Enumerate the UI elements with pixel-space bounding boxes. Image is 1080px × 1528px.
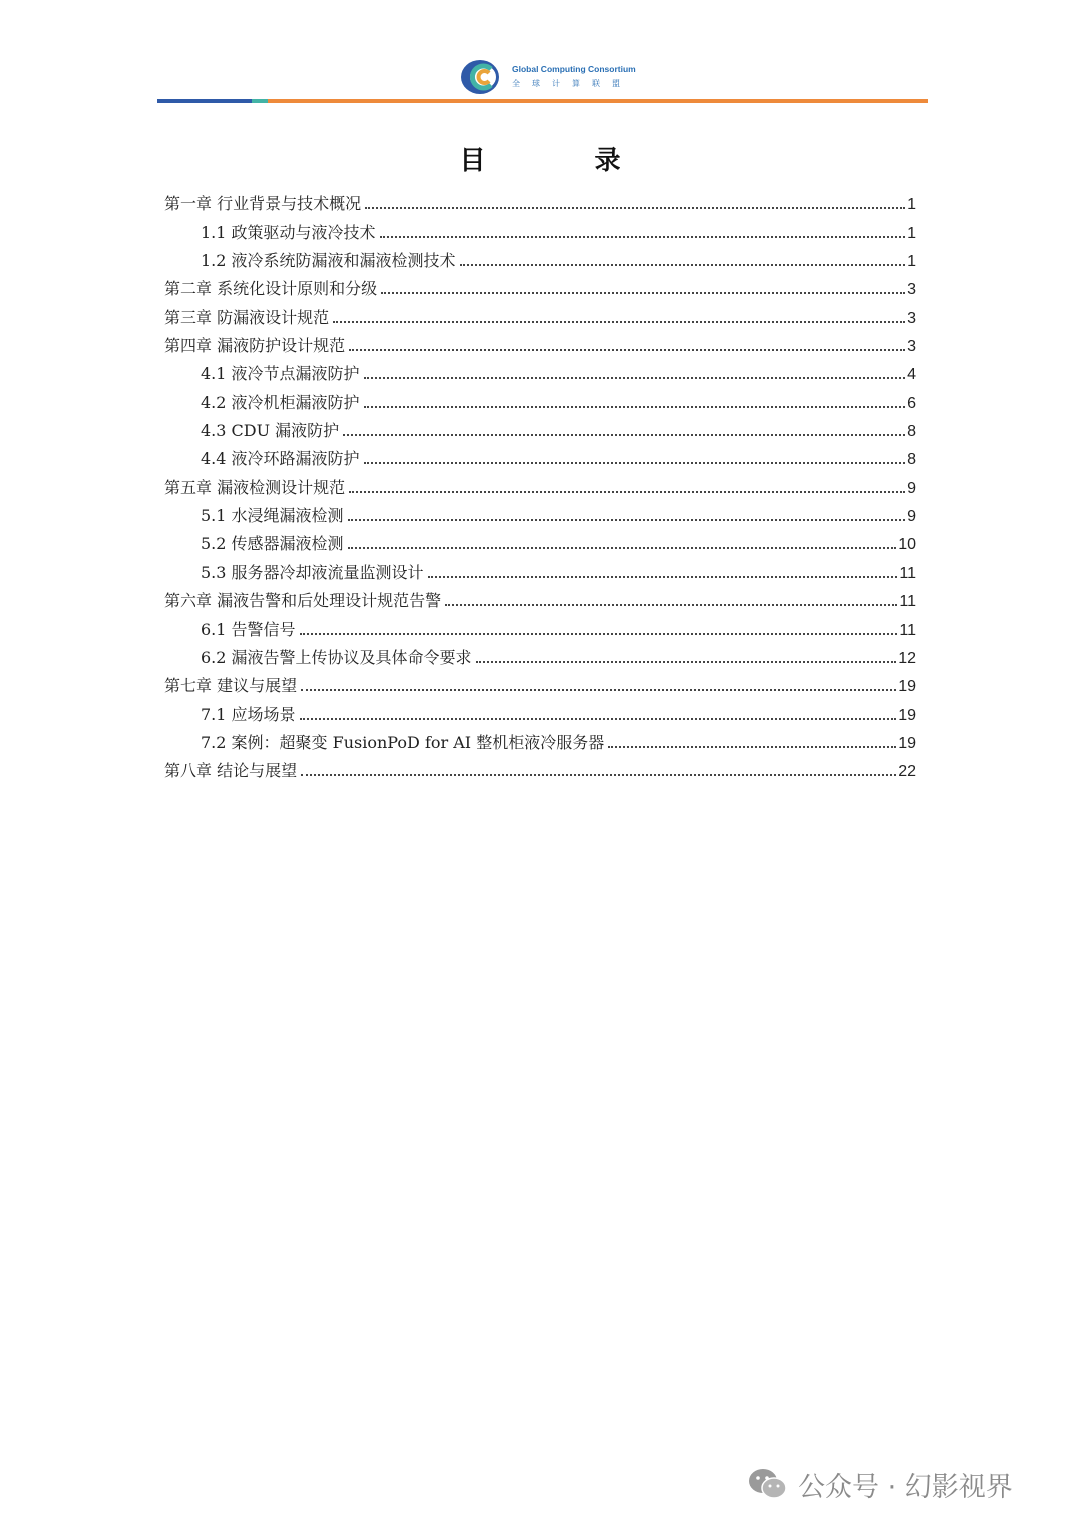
- toc-page-number: 19: [898, 678, 916, 696]
- toc-section-entry[interactable]: [164, 356, 916, 384]
- toc-entry-label: 第二章 系统化设计原则和分级: [164, 279, 378, 299]
- toc-entry-label: 5.3 服务器冷却液流量监测设计: [201, 562, 424, 582]
- toc-section-entry[interactable]: [164, 384, 916, 412]
- toc-section-entry[interactable]: [164, 611, 916, 639]
- toc-entry-label: 1.2 液冷系统防漏液和漏液检测技术: [201, 251, 456, 271]
- toc-page-number: 6: [907, 394, 916, 412]
- page-header: [0, 0, 1080, 110]
- toc-chapter-entry[interactable]: [164, 299, 916, 327]
- toc-dot-leader: [381, 292, 905, 294]
- toc-page-number: 8: [907, 423, 916, 441]
- toc-page-number: 9: [907, 479, 916, 497]
- toc-page-number: 12: [898, 649, 916, 667]
- toc-page-number: 11: [899, 564, 916, 582]
- toc-entry-label: 第五章 漏液检测设计规范: [164, 477, 346, 497]
- toc-entry-label: 5.1 水浸绳漏液检测: [201, 506, 344, 526]
- toc-page-number: 19: [898, 734, 916, 752]
- header-rule-orange: [268, 99, 928, 103]
- header-rule-blue: [157, 99, 252, 103]
- org-name-en: Global Computing Consortium: [512, 64, 636, 74]
- toc-chapter-entry[interactable]: [164, 668, 916, 696]
- toc-page-number: 3: [907, 309, 916, 327]
- toc-page-number: 8: [907, 451, 916, 469]
- toc-dot-leader: [300, 718, 897, 720]
- toc-section-entry[interactable]: [164, 526, 916, 554]
- toc-page-number: 3: [907, 338, 916, 356]
- toc-dot-leader: [428, 576, 898, 578]
- toc-page-number: 9: [907, 508, 916, 526]
- watermark-text: 公众号 · 幻影视界: [798, 1471, 1013, 1503]
- toc-chapter-entry[interactable]: [164, 271, 916, 299]
- gcc-logo-icon: [460, 58, 504, 96]
- toc-chapter-entry[interactable]: [164, 469, 916, 497]
- toc-chapter-entry[interactable]: [164, 186, 916, 214]
- toc-section-entry[interactable]: [164, 413, 916, 441]
- toc-page-number: 11: [899, 593, 916, 611]
- toc-dot-leader: [348, 519, 906, 521]
- table-of-contents: [164, 186, 916, 781]
- toc-section-entry[interactable]: [164, 214, 916, 242]
- toc-entry-label: 4.1 液冷节点漏液防护: [201, 364, 360, 384]
- wechat-icon: [748, 1467, 788, 1501]
- toc-entry-label: 第八章 结论与展望: [164, 761, 298, 781]
- toc-dot-leader: [364, 377, 906, 379]
- toc-dot-leader: [343, 434, 905, 436]
- toc-dot-leader: [460, 264, 906, 266]
- toc-section-entry[interactable]: [164, 554, 916, 582]
- toc-entry-label: 7.2 案例：超聚变 FusionPoD for AI 整机柜液冷服务器: [201, 732, 605, 752]
- toc-entry-label: 6.1 告警信号: [201, 619, 296, 639]
- toc-page-number: 1: [907, 253, 916, 271]
- toc-dot-leader: [476, 661, 897, 663]
- toc-dot-leader: [349, 349, 905, 351]
- toc-section-entry[interactable]: [164, 640, 916, 668]
- toc-section-entry[interactable]: [164, 696, 916, 724]
- toc-dot-leader: [333, 321, 905, 323]
- watermark: [748, 1462, 1013, 1506]
- toc-dot-leader: [608, 746, 896, 748]
- toc-entry-label: 4.4 液冷环路漏液防护: [201, 449, 360, 469]
- toc-entry-label: 第四章 漏液防护设计规范: [164, 336, 346, 356]
- org-name-cn: 全球计算联盟: [512, 79, 632, 88]
- toc-page-number: 1: [907, 196, 916, 214]
- toc-section-entry[interactable]: [164, 243, 916, 271]
- toc-page-number: 4: [907, 366, 916, 384]
- toc-page-number: 1: [907, 224, 916, 242]
- toc-section-entry[interactable]: [164, 725, 916, 753]
- toc-page-number: 3: [907, 281, 916, 299]
- toc-page-number: 11: [899, 621, 916, 639]
- toc-dot-leader: [300, 633, 898, 635]
- toc-entry-label: 5.2 传感器漏液检测: [201, 534, 344, 554]
- toc-section-entry[interactable]: [164, 498, 916, 526]
- toc-entry-label: 第一章 行业背景与技术概况: [164, 194, 362, 214]
- toc-dot-leader: [365, 207, 905, 209]
- toc-entry-label: 第六章 漏液告警和后处理设计规范告警: [164, 591, 442, 611]
- toc-dot-leader: [364, 406, 906, 408]
- toc-dot-leader: [380, 236, 906, 238]
- toc-chapter-entry[interactable]: [164, 328, 916, 356]
- toc-dot-leader: [445, 604, 897, 606]
- toc-dot-leader: [301, 689, 896, 691]
- toc-dot-leader: [364, 462, 906, 464]
- toc-entry-label: 4.3 CDU 漏液防护: [201, 421, 340, 441]
- toc-entry-label: 4.2 液冷机柜漏液防护: [201, 392, 360, 412]
- toc-dot-leader: [349, 491, 905, 493]
- header-rule-teal: [252, 99, 268, 103]
- toc-title: 目 录: [459, 146, 671, 176]
- toc-chapter-entry[interactable]: [164, 753, 916, 781]
- toc-entry-label: 第三章 防漏液设计规范: [164, 307, 330, 327]
- toc-page-number: 22: [898, 763, 916, 781]
- toc-dot-leader: [348, 547, 897, 549]
- toc-chapter-entry[interactable]: [164, 583, 916, 611]
- toc-dot-leader: [301, 774, 896, 776]
- toc-section-entry[interactable]: [164, 441, 916, 469]
- toc-entry-label: 7.1 应场场景: [201, 704, 296, 724]
- toc-entry-label: 第七章 建议与展望: [164, 676, 298, 696]
- toc-entry-label: 1.1 政策驱动与液冷技术: [201, 222, 376, 242]
- toc-page-number: 19: [898, 706, 916, 724]
- toc-page-number: 10: [898, 536, 916, 554]
- toc-entry-label: 6.2 漏液告警上传协议及具体命令要求: [201, 647, 472, 667]
